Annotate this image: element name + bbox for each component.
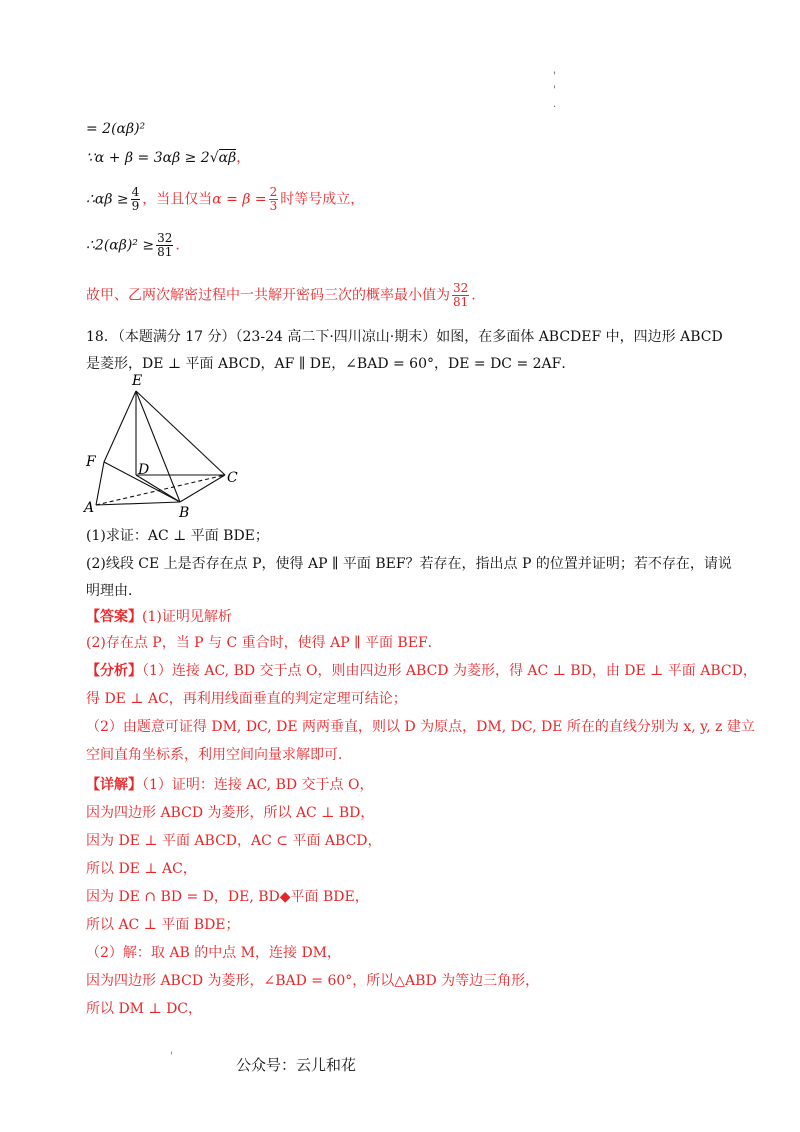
polyhedron-figure xyxy=(80,372,250,522)
answer-line-2: (2)存在点 P，当 P 与 C 重合时，使得 AP ∥ 平面 BEF． xyxy=(86,635,442,651)
detail-line-7: （2）解：取 AB 的中点 M，连接 DM， xyxy=(86,945,342,961)
detail-line-4: 所以 DE ⊥ AC， xyxy=(86,861,197,877)
edge-BC xyxy=(180,475,225,502)
problem-statement-line-1: 18．（本题满分 17 分）（23-24 高二下·四川凉山·期末）如图，在多面体 ABCDEF 中，四边形 ABCD xyxy=(86,329,723,345)
vertex-label-A: A xyxy=(84,500,95,516)
conclusion-line: 故甲、乙两次解密过程中一共解开密码三次的概率最小值为 $\frac{32}{81}$ . xyxy=(86,281,476,309)
detail-line-8: 因为四边形 ABCD 为菱形，∠BAD = 60°，所以△ABD 为等边三角形， xyxy=(86,973,540,989)
margin-dots: ' ' . xyxy=(553,71,557,110)
margin-tick: ' xyxy=(170,1051,173,1062)
detail-line-2: 因为四边形 ABCD 为菱形，所以 AC ⊥ BD， xyxy=(86,805,375,821)
equation-line-1: = 2(αβ)² xyxy=(86,121,146,137)
edge-EB xyxy=(136,391,180,502)
analysis-line-2: 得 DE ⊥ AC，再利用线面垂直的判定定理可结论； xyxy=(86,691,407,707)
equation-line-3: ∴αβ ≥ $\frac{4}{9}$ ，当且仅当α = β = $\frac{2}{3}$ 时等号成立， xyxy=(86,185,365,213)
detail-line-5: 因为 DE ∩ BD = D，DE, BD◆平面 BDE， xyxy=(86,889,369,905)
vertex-label-B: B xyxy=(179,505,190,521)
edge-AB xyxy=(96,502,180,505)
answer-line-1: 【答案】(1)证明见解析 xyxy=(86,609,232,625)
detail-line-1: 【详解】（1）证明：连接 AC, BD 交于点 O， xyxy=(86,777,374,793)
vertex-label-D: D xyxy=(138,462,150,478)
detail-line-9: 所以 DM ⊥ DC， xyxy=(86,1001,203,1017)
vertex-label-C: C xyxy=(227,470,238,486)
analysis-line-4: 空间直角坐标系，利用空间向量求解即可． xyxy=(86,747,352,763)
vertex-label-F: F xyxy=(86,454,96,470)
equation-line-4: ∴2(αβ)² ≥ $\frac{32}{81}$ . xyxy=(86,231,180,259)
question-2-line-1: (2)线段 CE 上是否存在点 P，使得 AP ∥ 平面 BEF？若存在，指出点 P 的位置并证明；若不存在，请说 xyxy=(86,556,732,572)
analysis-line-3: （2）由题意可证得 DM, DC, DE 两两垂直，则以 D 为原点，DM, DC, DE 所在的直线分别为 x, y, z 建立 xyxy=(86,719,755,735)
detail-line-6: 所以 AC ⊥ 平面 BDE； xyxy=(86,917,240,933)
question-1: (1)求证：AC ⊥ 平面 BDE； xyxy=(86,528,269,544)
detail-line-3: 因为 DE ⊥ 平面 ABCD，AC ⊂ 平面 ABCD， xyxy=(86,833,382,849)
equation-line-2: ∵α + β = 3αβ ≥ 2√αβ， xyxy=(86,150,251,166)
edge-EC xyxy=(136,391,225,475)
vertex-label-E: E xyxy=(132,373,143,389)
footer-text: 公众号：云儿和花 xyxy=(236,1056,357,1074)
edge-EF xyxy=(104,391,136,462)
problem-statement-line-2: 是菱形，DE ⊥ 平面 ABCD，AF ∥ DE，∠BAD = 60°，DE = DC = 2AF． xyxy=(86,356,576,372)
edge-FA xyxy=(96,462,104,505)
diagonal-AC xyxy=(96,475,225,505)
analysis-line-1: 【分析】（1）连接 AC, BD 交于点 O，则由四边形 ABCD 为菱形，得 AC ⊥ BD，由 DE ⊥ 平面 ABCD， xyxy=(86,663,757,679)
question-2-line-2: 明理由． xyxy=(86,583,142,599)
edge-DB xyxy=(136,475,180,502)
